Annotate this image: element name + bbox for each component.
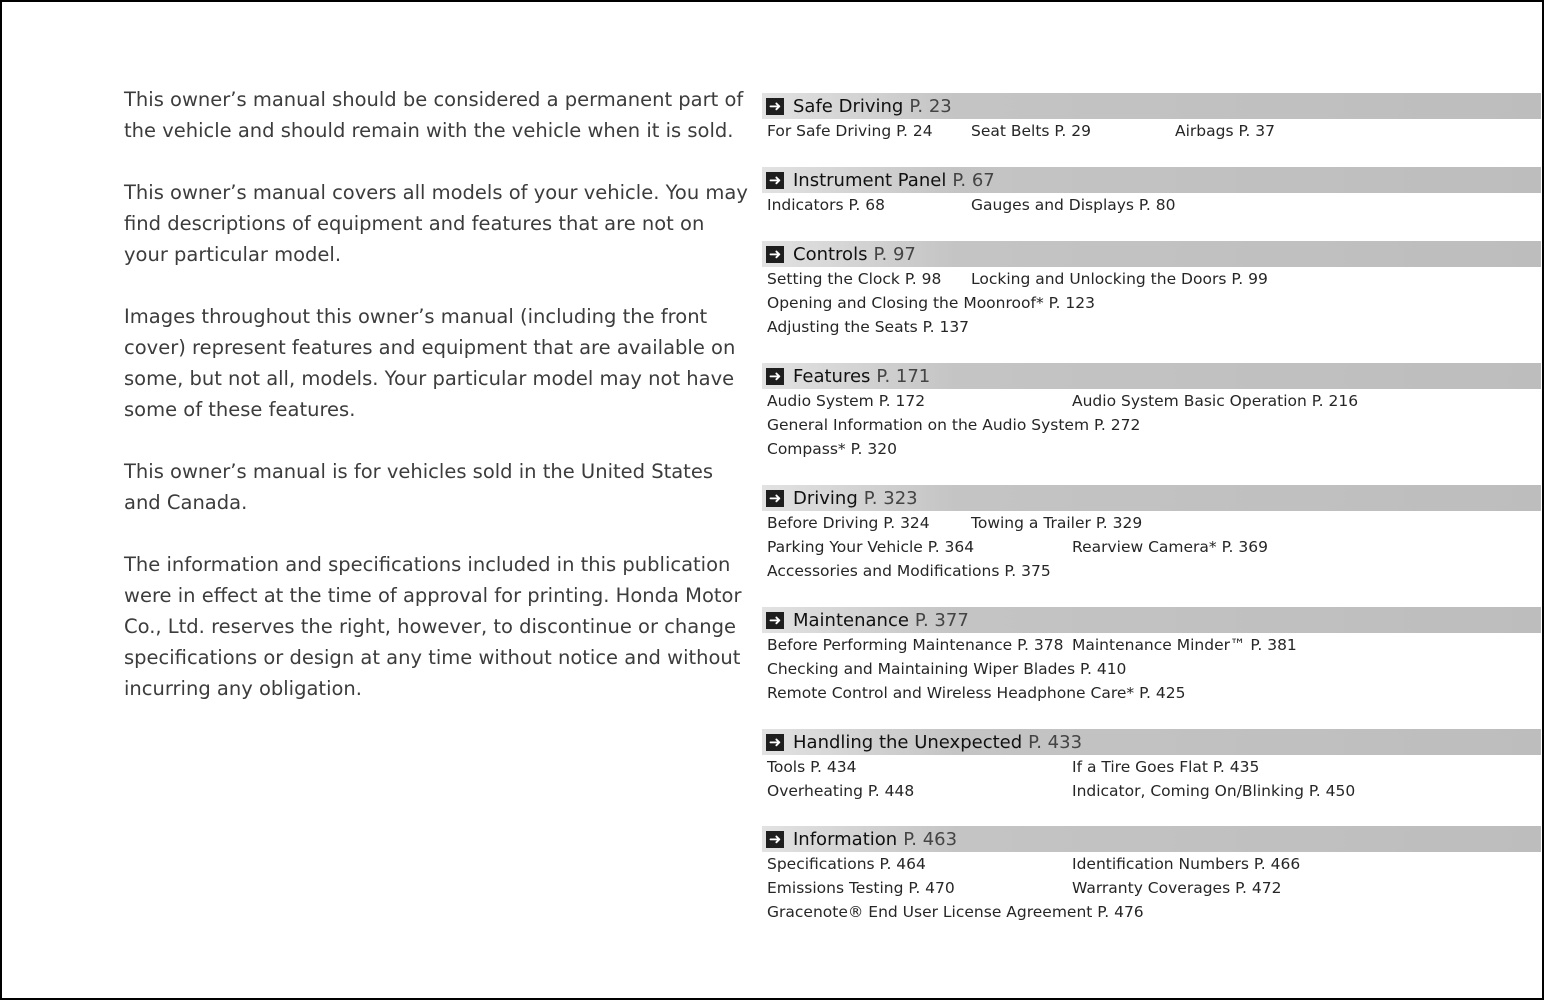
right-arrow-box-icon: ➜ [766, 368, 784, 385]
toc-link[interactable]: Towing a Trailer P. 329 [971, 514, 1143, 532]
link-row [762, 779, 1541, 803]
toc-section-information [762, 826, 1541, 924]
section-title[interactable]: Controls [793, 243, 868, 265]
section-header[interactable] [762, 241, 1541, 267]
toc-section-handling-the-unexpected [762, 729, 1541, 803]
toc-link[interactable]: Remote Control and Wireless Headphone Care* P. 425 [767, 684, 1186, 702]
toc-link[interactable]: If a Tire Goes Flat P. 435 [1072, 758, 1260, 776]
toc-link[interactable]: Specifications P. 464 [767, 855, 926, 873]
section-header[interactable] [762, 729, 1541, 755]
toc-link[interactable]: Gracenote® End User License Agreement P. 476 [767, 903, 1144, 921]
section-page[interactable]: P. 97 [873, 243, 916, 265]
right-arrow-box-icon: ➜ [766, 246, 784, 263]
toc-link[interactable]: Parking Your Vehicle P. 364 [767, 538, 975, 556]
link-row [762, 119, 1541, 143]
toc-link[interactable]: Locking and Unlocking the Doors P. 99 [971, 270, 1268, 288]
link-row [762, 315, 1541, 339]
section-page[interactable]: P. 377 [914, 609, 969, 631]
section-title[interactable]: Safe Driving [793, 95, 904, 117]
toc-link[interactable]: For Safe Driving P. 24 [767, 122, 933, 140]
toc-link[interactable]: Before Driving P. 324 [767, 514, 930, 532]
toc-section-driving [762, 485, 1541, 583]
link-row [762, 755, 1541, 779]
toc-link[interactable]: Opening and Closing the Moonroof* P. 123 [767, 294, 1095, 312]
section-page[interactable]: P. 171 [876, 365, 931, 387]
intro-paragraph-images: Images throughout this owner’s manual (including the front cover) represent features and equipment that are available on some, but not all, models. Your particular model may not have some of these features. [124, 305, 736, 421]
section-page[interactable]: P. 433 [1028, 731, 1083, 753]
toc-link[interactable]: Indicators P. 68 [767, 196, 886, 214]
section-title[interactable]: Driving [793, 487, 858, 509]
section-page[interactable]: P. 23 [909, 95, 952, 117]
link-row [762, 559, 1541, 583]
section-title[interactable]: Maintenance [793, 609, 909, 631]
toc-link[interactable]: General Information on the Audio System P. 272 [767, 416, 1141, 434]
toc-link[interactable]: Rearview Camera* P. 369 [1072, 538, 1268, 556]
right-arrow-box-icon: ➜ [766, 172, 784, 189]
toc-link[interactable]: Seat Belts P. 29 [971, 122, 1091, 140]
toc-link[interactable]: Audio System P. 172 [767, 392, 926, 410]
toc-link[interactable]: Setting the Clock P. 98 [767, 270, 942, 288]
intro-paragraph-region: This owner’s manual is for vehicles sold in the United States and Canada. [124, 460, 713, 514]
link-row [762, 291, 1541, 315]
toc-link[interactable]: Gauges and Displays P. 80 [971, 196, 1176, 214]
right-arrow-box-icon: ➜ [766, 98, 784, 115]
section-title[interactable]: Handling the Unexpected [793, 731, 1023, 753]
toc-link[interactable]: Indicator, Coming On/Blinking P. 450 [1072, 782, 1356, 800]
section-title[interactable]: Information [793, 828, 898, 850]
right-arrow-box-icon: ➜ [766, 734, 784, 751]
section-page[interactable]: P. 323 [863, 487, 918, 509]
right-arrow-box-icon: ➜ [766, 490, 784, 507]
link-row [762, 900, 1541, 924]
link-row [762, 267, 1541, 291]
toc-link[interactable]: Adjusting the Seats P. 137 [767, 318, 970, 336]
toc-link[interactable]: Compass* P. 320 [767, 440, 897, 458]
toc-link[interactable]: Airbags P. 37 [1175, 122, 1275, 140]
link-row [762, 876, 1541, 900]
intro-paragraph-ownership: This owner’s manual should be considered a permanent part of the vehicle and should remain with the vehicle when it is sold. [124, 88, 744, 142]
toc-link[interactable]: Overheating P. 448 [767, 782, 915, 800]
toc-section-instrument-panel [762, 167, 1541, 217]
right-arrow-box-icon: ➜ [766, 612, 784, 629]
toc-link[interactable]: Audio System Basic Operation P. 216 [1072, 392, 1359, 410]
link-row [762, 681, 1541, 705]
intro-paragraph-models: This owner’s manual covers all models of your vehicle. You may find descriptions of equipment and features that are not on your particular model. [124, 181, 748, 266]
toc-section-controls [762, 241, 1541, 339]
toc-section-maintenance [762, 607, 1541, 705]
section-header[interactable] [762, 485, 1541, 511]
toc-link[interactable]: Before Performing Maintenance P. 378 [767, 636, 1064, 654]
section-page[interactable]: P. 463 [903, 828, 958, 850]
section-page[interactable]: P. 67 [952, 169, 995, 191]
section-title[interactable]: Instrument Panel [793, 169, 947, 191]
link-row [762, 535, 1541, 559]
toc-link[interactable]: Warranty Coverages P. 472 [1072, 879, 1282, 897]
section-header[interactable] [762, 363, 1541, 389]
link-row [762, 193, 1541, 217]
toc-link[interactable]: Emissions Testing P. 470 [767, 879, 955, 897]
toc-link[interactable]: Accessories and Modifications P. 375 [767, 562, 1051, 580]
toc-link[interactable]: Tools P. 434 [767, 758, 857, 776]
section-header[interactable] [762, 167, 1541, 193]
link-row [762, 633, 1541, 657]
right-arrow-box-icon: ➜ [766, 831, 784, 848]
link-row [762, 437, 1541, 461]
section-title[interactable]: Features [793, 365, 871, 387]
link-row [762, 389, 1541, 413]
toc-link[interactable]: Identification Numbers P. 466 [1072, 855, 1301, 873]
link-row [762, 413, 1541, 437]
link-row [762, 511, 1541, 535]
intro-paragraph-specifications: The information and specifications included in this publication were in effect at the time of approval for printing. Honda Motor Co., Ltd. reserves the right, however, to discontinue or change specifications or design at any time without notice and without incurring any obligation. [124, 553, 742, 700]
toc-link[interactable]: Maintenance Minder™ P. 381 [1072, 636, 1297, 654]
section-header[interactable] [762, 826, 1541, 852]
toc-link[interactable]: Checking and Maintaining Wiper Blades P. 410 [767, 660, 1127, 678]
toc-section-features [762, 363, 1541, 461]
link-row [762, 657, 1541, 681]
link-row [762, 852, 1541, 876]
section-header[interactable] [762, 93, 1541, 119]
section-header[interactable] [762, 607, 1541, 633]
toc-section-safe-driving [762, 93, 1541, 143]
